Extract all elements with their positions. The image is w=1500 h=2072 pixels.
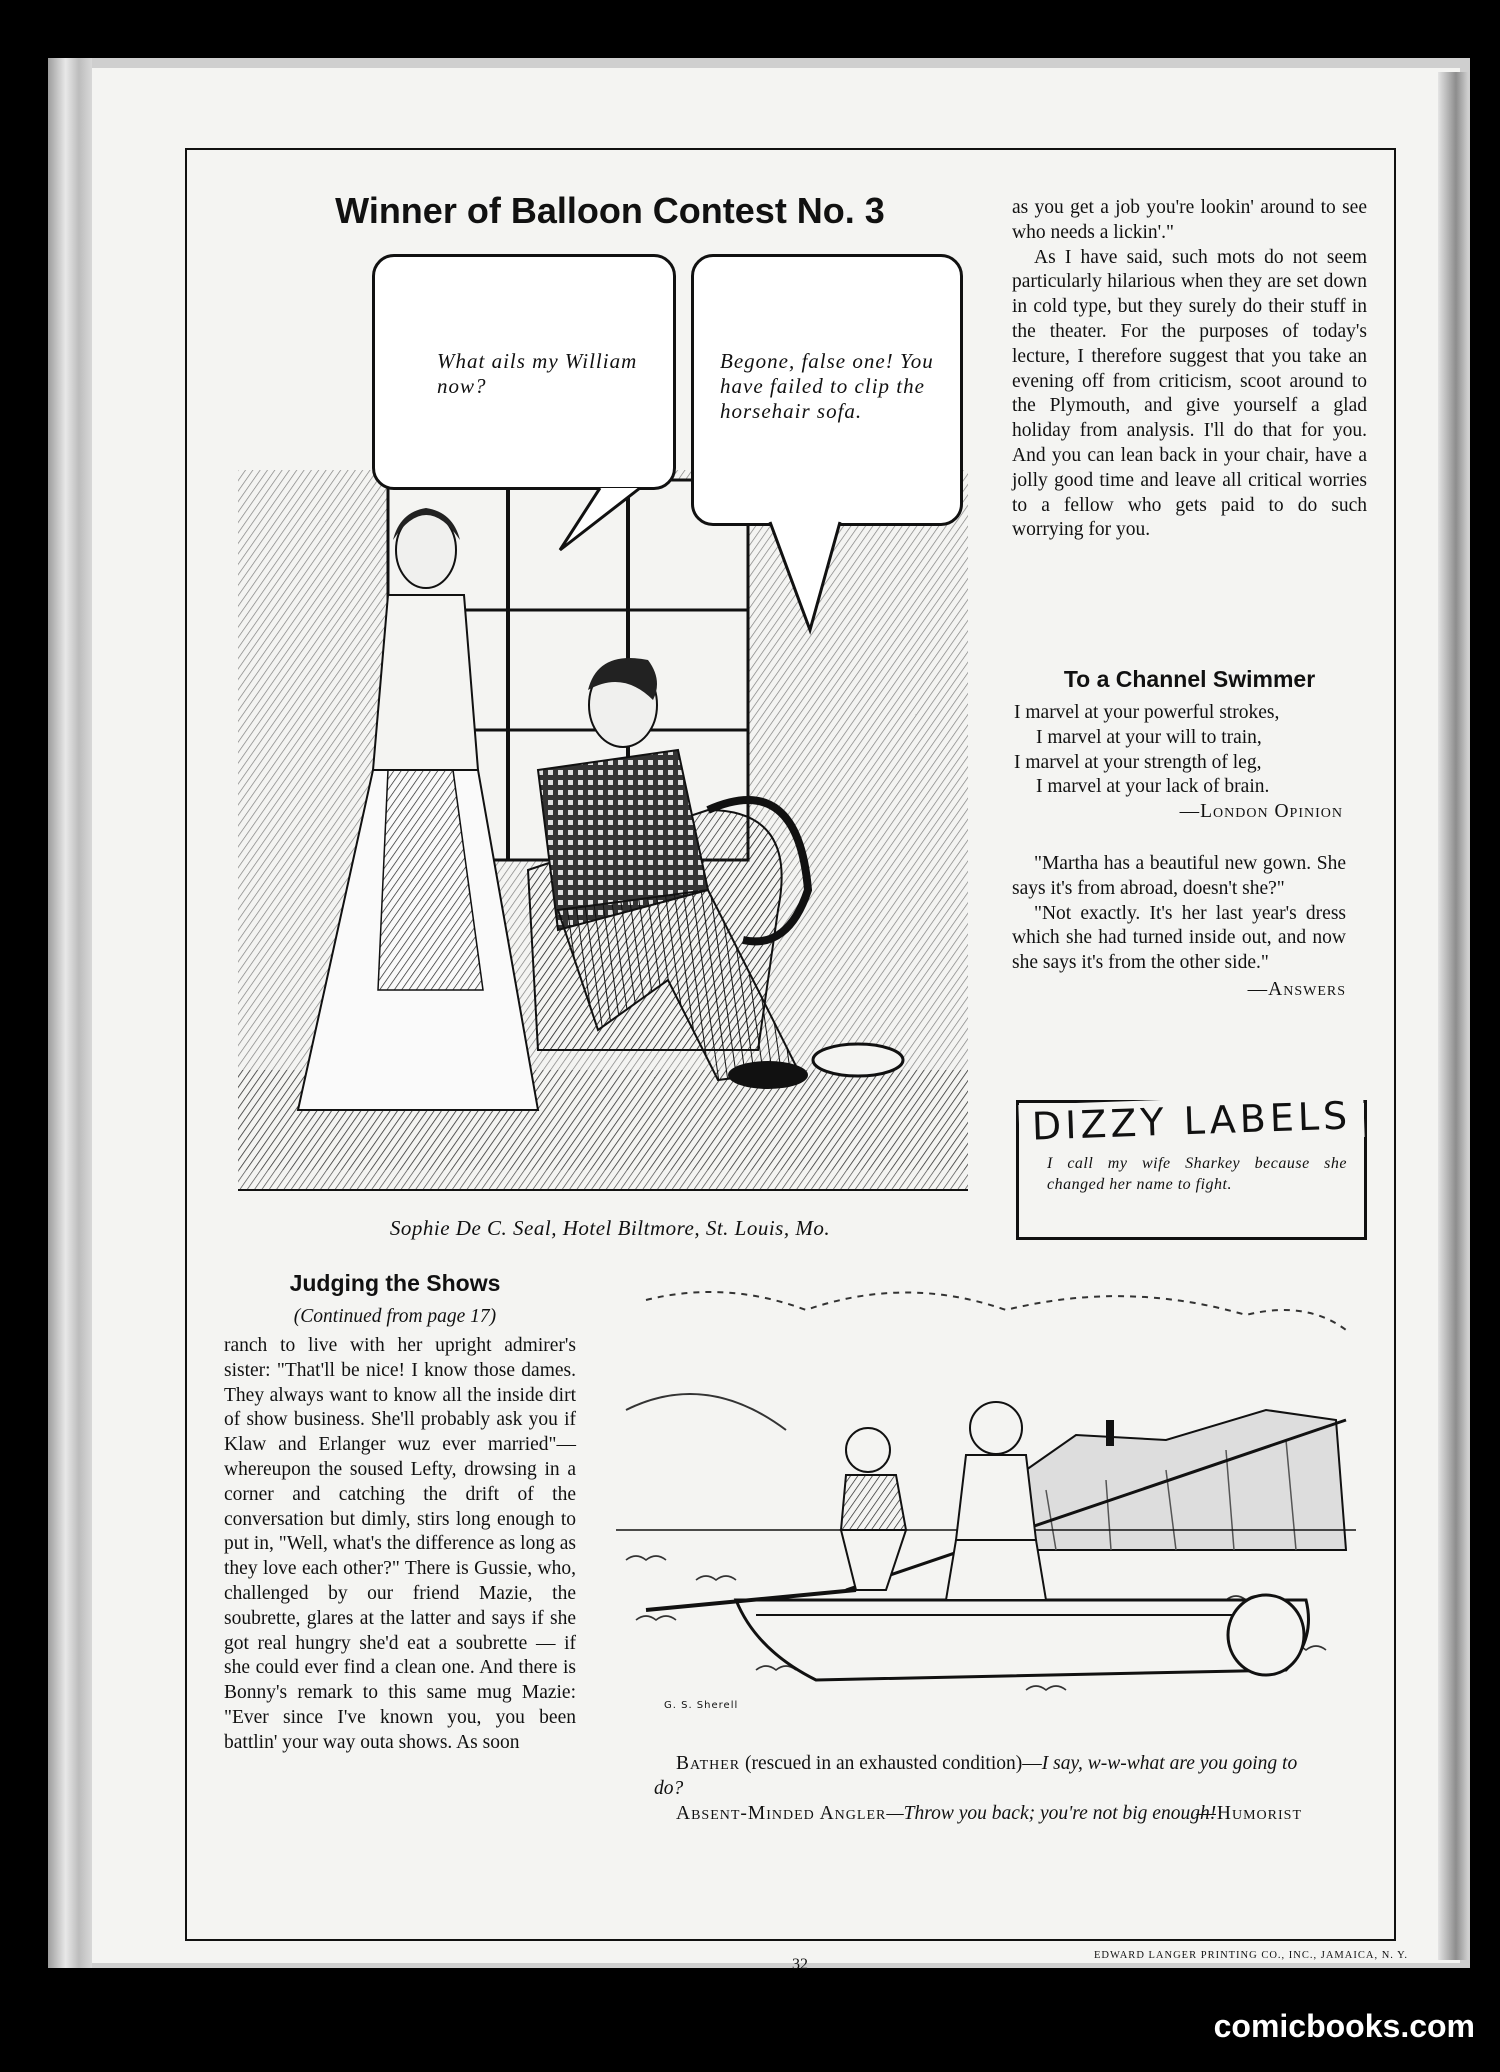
cartoon-caption bbox=[654, 1752, 1328, 1827]
paragraph: ranch to live with her upright admirer's sister: "That'll be nice! I know those dames. They always want to know all the inside dirt of show business. She'll probably ask you if Klaw and Erlanger wuz ever married"—whereupon the soused Lefty, drowsing in a corner and catching the drift of the conversation but dimly, stirs long enough to put in, "Well, what's the difference as long as they love each other?" There is Gussie, who, challenged by our friend Mazie, the soubrette, glares at the latter and says if she got real hungry she'd eat a soubrette — if she could ever find a clean one. And there is Bonny's remark to this same mug Mazie: "Ever since I've known you, you been battlin' your way outa shows. As soon bbox=[224, 1335, 576, 1753]
book-spine bbox=[48, 58, 92, 1968]
cartoon-source: —Humorist bbox=[1196, 1803, 1302, 1825]
poem-line: I marvel at your lack of brain. bbox=[1036, 776, 1270, 798]
cartoon-signature: G. S. Sherell bbox=[664, 1700, 739, 1711]
poem-title: To a Channel Swimmer bbox=[1063, 666, 1316, 692]
dizzy-labels-box bbox=[1016, 1093, 1367, 1240]
poem-source: —London Opinion bbox=[1179, 801, 1343, 823]
martha-joke bbox=[1012, 852, 1346, 1003]
balloon-contest-title: Winner of Balloon Contest No. 3 bbox=[335, 190, 885, 231]
caption-line-2: Absent-Minded Angler—Throw you back; you're not big enough! bbox=[676, 1802, 1217, 1824]
page-number: 32 bbox=[792, 1956, 808, 1973]
speech-bubble-right: Begone, false one! You have failed to clip the horsehair sofa. bbox=[691, 254, 963, 526]
poem-line: I marvel at your will to train, bbox=[1036, 726, 1262, 748]
printer-credit: EDWARD LANGER PRINTING CO., INC., JAMAICA, N. Y. bbox=[1093, 1950, 1408, 1961]
speech-bubble-tails bbox=[540, 480, 860, 650]
judging-body bbox=[224, 1334, 576, 1756]
watermark: comicbooks.com bbox=[1213, 2008, 1475, 2044]
judging-title: Judging the Shows bbox=[289, 1270, 501, 1296]
caption-line-1: Bather (rescued in an exhausted condition)—I say, w-w-what are you going to do? bbox=[654, 1753, 1298, 1799]
balloon-contest-caption: Sophie De C. Seal, Hotel Biltmore, St. Louis, Mo. bbox=[389, 1216, 831, 1240]
poem-line: I marvel at your powerful strokes, bbox=[1014, 702, 1280, 723]
dizzy-labels-text: I call my wife Sharkey because she changed her name to fight. bbox=[1047, 1155, 1347, 1193]
speech-bubble-left: What ails my William now? bbox=[372, 254, 676, 490]
right-column-text bbox=[1012, 196, 1367, 543]
page-edge bbox=[1438, 72, 1468, 1960]
fishing-boat-cartoon bbox=[606, 1270, 1366, 1710]
paragraph: As I have said, such mots do not seem particularly hilarious when they are set down in cold type, but they surely do their stuff in the theater. For the purposes of today's lecture, I therefore suggest that you take an evening off from criticism, scoot around to the Plymouth, and give yourself a glad holiday from analysis. I'll do that for you. And you can lean back in your chair, have a jolly good time and leave all critical worries to a fellow who gets paid to do such worrying for you. bbox=[1012, 246, 1367, 541]
dizzy-labels-title: DIZZY LABELS bbox=[1018, 1093, 1364, 1149]
paragraph: as you get a job you're lookin' around to see who needs a lickin'." bbox=[1012, 197, 1367, 243]
paragraph: "Not exactly. It's her last year's dress which she had turned inside out, and now she says it's from the other side." bbox=[1012, 902, 1346, 974]
joke-source: —Answers bbox=[1247, 978, 1346, 1000]
paragraph: "Martha has a beautiful new gown. She says it's from abroad, doesn't she?" bbox=[1012, 853, 1346, 899]
poem-body bbox=[1012, 701, 1367, 825]
judging-continued: (Continued from page 17) bbox=[293, 1306, 497, 1327]
poem-line: I marvel at your strength of leg, bbox=[1014, 751, 1262, 773]
